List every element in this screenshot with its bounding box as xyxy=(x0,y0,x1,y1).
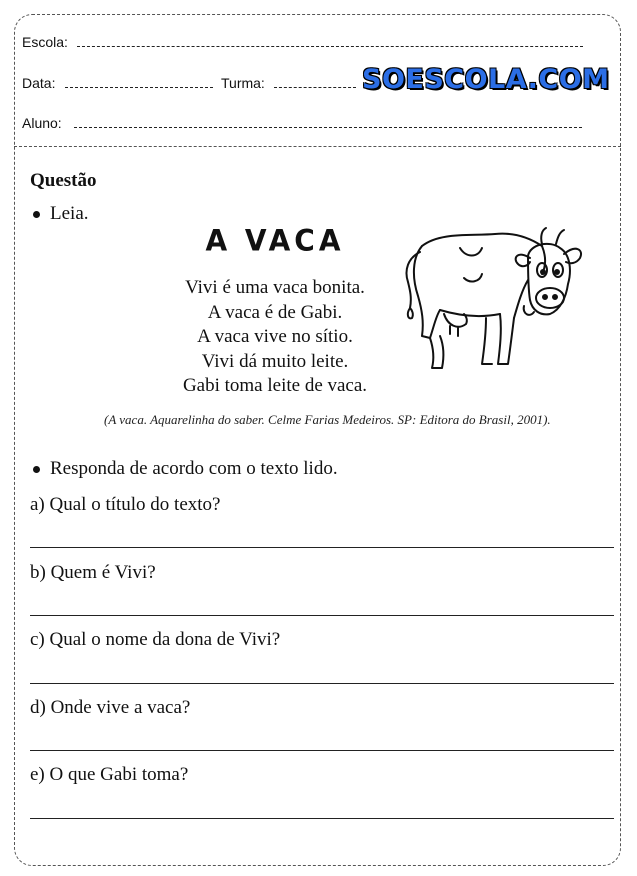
question-title: Questão xyxy=(30,170,97,191)
class-field[interactable] xyxy=(274,87,356,88)
date-label: Data: xyxy=(22,75,56,91)
story-title: A VACA xyxy=(205,223,345,258)
poem-line: A vaca é de Gabi. xyxy=(207,301,343,323)
poem-line: Vivi dá muito leite. xyxy=(201,350,349,372)
school-label: Escola: xyxy=(22,34,68,50)
class-label: Turma: xyxy=(221,75,265,91)
poem-line: Vivi é uma vaca bonita. xyxy=(185,277,365,298)
answer-line-c[interactable] xyxy=(30,683,614,684)
answer-line-a[interactable] xyxy=(30,547,614,548)
poem-line: Gabi toma leite de vaca. xyxy=(182,375,368,396)
bullet-read xyxy=(33,211,40,218)
question-c: c) Qual o nome da dona de Vivi? xyxy=(30,629,281,650)
question-a: a) Qual o título do texto? xyxy=(30,494,221,515)
answer-instruction: Responda de acordo com o texto lido. xyxy=(50,458,338,479)
school-field[interactable] xyxy=(77,46,583,47)
answer-line-b[interactable] xyxy=(30,615,614,616)
answer-line-d[interactable] xyxy=(30,750,614,751)
question-d: d) Onde vive a vaca? xyxy=(30,697,191,718)
date-field[interactable] xyxy=(65,87,213,88)
question-e: e) O que Gabi toma? xyxy=(30,764,189,785)
header-divider xyxy=(14,146,621,147)
poem xyxy=(160,276,390,399)
question-b: b) Quem é Vivi? xyxy=(30,562,156,583)
student-field[interactable] xyxy=(74,127,582,128)
bullet-answer xyxy=(33,466,40,473)
worksheet-border xyxy=(14,14,621,866)
citation: (A vaca. Aquarelinha do saber. Celme Farias Medeiros. SP: Editora do Brasil, 2001). xyxy=(104,412,551,427)
cow-icon xyxy=(400,218,590,378)
answer-line-e[interactable] xyxy=(30,818,614,819)
student-label: Aluno: xyxy=(22,115,62,131)
poem-line: A vaca vive no sítio. xyxy=(197,326,353,347)
soescola-logo: SOESCOLA.COM xyxy=(362,64,610,95)
read-instruction: Leia. xyxy=(50,203,89,224)
